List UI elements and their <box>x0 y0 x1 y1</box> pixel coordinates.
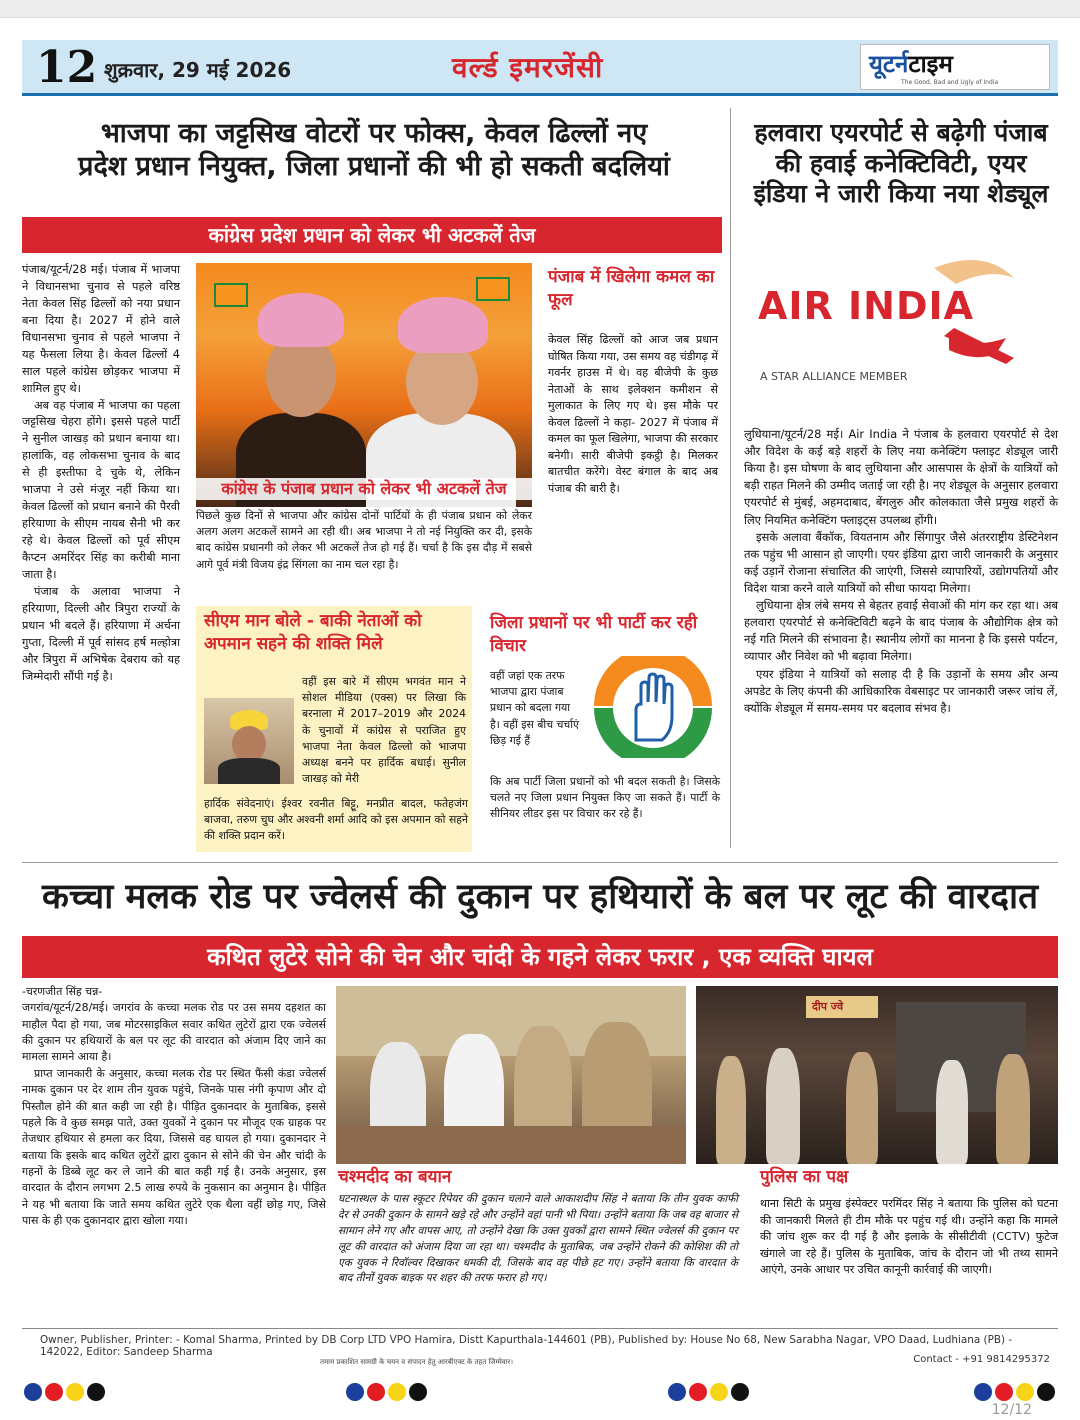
registration-marks <box>668 1383 749 1401</box>
registration-dot-blue <box>346 1383 364 1401</box>
story2-para3: लुधियाना क्षेत्र लंबे समय से बेहतर हवाई सेवाओं की मांग कर रहा था। अब हलवारा एयरपोर्ट से कनेक्टिविटी बढ़ने के बाद पंजाब के औद्योगिक क्षेत्र को नई गति मिलने की संभावना है। स्थानीय लोगों का मानना है कि इससे पर्यटन, व्यापार और निवेश को भी बढ़ावा मिलेगा। <box>744 598 1058 664</box>
page-number: 12 <box>36 42 98 93</box>
footer-contact: Contact - +91 9814295372 <box>913 1354 1050 1365</box>
police-heading: पुलिस का पक्ष <box>760 1167 849 1187</box>
newspaper-logo <box>860 44 1050 90</box>
party-flag-icon <box>476 277 510 301</box>
kamal-heading: पंजाब में खिलेगा कमल का फूल <box>548 267 715 310</box>
congress-hand-icon <box>586 656 720 758</box>
star-alliance-text: A STAR ALLIANCE MEMBER <box>760 370 908 383</box>
logo-second-text: टाइम <box>908 50 953 78</box>
registration-marks <box>24 1383 105 1401</box>
cm-face <box>232 726 266 762</box>
registration-dot-black <box>409 1383 427 1401</box>
district-body-a: वहीं जहां एक तरफ भाजपा द्वारा पंजाब प्रधान को बदला गया है। वहीं इस बीच चर्चाएं छिड़ गई हैं <box>490 669 579 747</box>
police-officer-5 <box>996 1054 1030 1164</box>
story3-byline: -चरणजीत सिंह चन्न- <box>22 985 103 998</box>
story2-para2: इसके अलावा बैंकॉक, वियतनाम और सिंगापुर जैसे अंतरराष्ट्रीय डेस्टिनेशन तक पहुंच भी आसान हो जाएगी। एयर इंडिया द्वारा जारी जानकारी के अनुसार कई उड़ानें रोजाना संचालित की जाएंगी, जिससे व्यापारियों, उद्योगपतियों और विदेश यात्रा करने वाले यात्रियों को सीधा फायदा मिलेगा। <box>744 529 1058 595</box>
registration-dot-red <box>45 1383 63 1401</box>
registration-dot-blue <box>974 1383 992 1401</box>
congress-symbol <box>586 656 720 758</box>
registration-dot-black <box>1037 1383 1055 1401</box>
registration-dot-red <box>689 1383 707 1401</box>
column-divider <box>730 108 731 848</box>
window-top-bar <box>0 0 1080 18</box>
registration-dot-blue <box>24 1383 42 1401</box>
story1-column1 <box>22 262 180 685</box>
footer-imprint: Owner, Publisher, Printer: - Komal Sharma, Printed by DB Corp LTD VPO Hamira, Distt Kapurthala-144601 (PB), Published by: House No 68, New Sarabha Nagar, VPO Daad, Ludhiana (PB) - 142022, Editor: Sandeep Sharma <box>40 1334 1013 1358</box>
story1-photo-caption: कांग्रेस के पंजाब प्रधान को लेकर भी अटकलें तेज <box>196 478 532 500</box>
cm-heading: सीएम मान बोले - बाकी नेताओं को अपमान सहने की शक्ति मिले <box>204 611 422 654</box>
issue-date: शुक्रवार, 29 मई 2026 <box>104 58 292 82</box>
air-india-logo <box>744 238 1058 420</box>
bystander-1 <box>766 1048 800 1164</box>
police-officer-3 <box>716 1056 746 1164</box>
registration-dot-yellow <box>66 1383 84 1401</box>
story2-headline-line1: हलवारा एयरपोर्ट से बढ़ेगी पंजाब <box>754 118 1048 147</box>
story2-headline-line2: की हवाई कनेक्टिविटी, एयर <box>775 148 1027 178</box>
registration-dot-blue <box>668 1383 686 1401</box>
footer-divider <box>22 1328 1058 1329</box>
air-india-emblem-icon <box>744 238 1058 420</box>
cm-body-b: हार्दिक संवेदनाएं। ईश्वर रवनीत बिट्टू, मनप्रीत बादल, फतेहजंग बाजवा, तरुण चुघ और अश्वनी शर्मा आदि को इस अपमान को सहने की शक्ति प्रदान करें। <box>204 797 468 843</box>
registration-dot-red <box>995 1383 1013 1401</box>
jewellery-shop-photo <box>336 986 686 1164</box>
registration-dot-yellow <box>710 1383 728 1401</box>
shop-sign-text: दीप ज्वे <box>812 1000 844 1013</box>
story1-headline-line2: प्रदेश प्रधान नियुक्त, जिला प्रधानों की भी हो सकती बदलियां <box>78 150 670 182</box>
registration-dot-black <box>731 1383 749 1401</box>
story1-para3: पंजाब के अलावा भाजपा ने हरियाणा, दिल्ली और त्रिपुरा राज्यों के प्रधान भी बदले हैं। हरियाणा में अर्चना गुप्ता, दिल्ली में पूर्व सांसद हर्ष मल्होत्रा और त्रिपुरा में अभिषेक देबराय को यह जिम्मेदारी सौंपी गई है। <box>22 584 180 683</box>
story2-body <box>744 426 1058 717</box>
section-divider <box>22 862 1058 863</box>
story3-para2: प्राप्त जानकारी के अनुसार, कच्चा मलक रोड पर स्थित फैंसी कंडा ज्वेलर्स नामक दुकान पर देर शाम तीन युवक पहुंचे, जिनके पास नंगी कृपाण और दो पिस्तौल होने की बात कही जा रही है। पीड़ित दुकानदार के मुताबिक, इससे पहले कि वे कुछ समझ पाते, उक्त युवकों ने दुकान पर मौजूद एक ग्राहक पर तेजधार हथियार से हमला कर दिया, जिससे वह घायल हो गया। दुकानदार ने बताया कि इसके बाद कथित लुटेरों द्वारा दुकान से सोने की चेन और चांदी के गहनों के डिब्बे लूट कर ले जाने की बात कही गई है। उनके अनुसार, इस वारदात के दौरान लगभग 2.5 लाख रुपये के नुकसान का अनुमान है। पीड़ित ने यह भी बताया कि जाते समय कथित लुटेरे एक थैला वहीं छोड़ गए, जिसे पास के ही एक दुकानदार द्वारा खोला गया। <box>22 1066 326 1228</box>
registration-dot-red <box>367 1383 385 1401</box>
story3-red-bar: कथित लुटेरे सोने की चेन और चांदी के गहने लेकर फरार , एक व्यक्ति घायल <box>22 936 1058 978</box>
registration-dot-yellow <box>1016 1383 1034 1401</box>
police-body: थाना सिटी के प्रमुख इंस्पेक्टर परमिंदर सिंह ने बताया कि पुलिस को घटना की जानकारी मिलते ही टीम मौके पर पहुंच गई थी। उन्होंने कहा कि मामले की जांच शुरू कर दी गई है और इलाके के सीसीटीवी (CCTV) फुटेज खंगाले जा रहे हैं। पुलिस के मुताबिक, जांच के दौरान जो भी तथ्य सामने आएंगे, उनके आधार पर उचित कानूनी कार्रवाई की जाएगी। <box>760 1197 1058 1276</box>
registration-dot-black <box>87 1383 105 1401</box>
registration-marks <box>974 1383 1055 1401</box>
kamal-body: केवल सिंह ढिल्लों को आज जब प्रधान घोषित किया गया, उस समय वह चंडीगढ़ में गवर्नर हाउस में थे। वह बीजेपी के कुछ नेताओं के साथ इलेक्शन कमीशन से मुलाकात के लिए गए थे। इस मौके पर केवल ढिल्लों ने कहा- 2027 में पंजाब में कमल का फूल खिलेगा, भाजपा की सरकार बनेगी। सारी बीजेपी इकट्ठी है। मिलकर बातचीत करेंगे। वेस्ट बंगाल के बाद अब पंजाब की बारी है। <box>548 333 718 495</box>
story2-headline <box>744 118 1058 210</box>
cm-body <box>218 758 280 784</box>
cm-body-a: वहीं इस बारे में सीएम भगवंत मान ने सोशल मीडिया (एक्स) पर लिखा कि बरनाला में 2017–2019 और 2024 के चुनावों में कांग्रेस से पराजित हुए भाजपा नेता केवल ढिल्लो को भाजपा अध्यक्ष बनने पर हार्दिक बधाई। सुनील जाखड़ को मेरी <box>302 675 466 786</box>
witness-body: घटनास्थल के पास स्कूटर रिपेयर की दुकान चलाने वाले आकाशदीप सिंह ने बताया कि तीन युवक काफी देर से उनकी दुकान के सामने खड़े रहे और उन्होंने वहां पानी भी पिया। उन्होंने बताया कि जब वह बाजार से सामान लेने गए और वापस आए, तो उन्होंने देखा कि उक्त युवकों द्वारा सामने स्थित ज्वेलर्स की दुकान पर लूट की वारदात को अंजाम दिया जा रहा था। चश्मदीद के मुताबिक, जब उन्होंने रोकने की कोशिश की तो एक युवक ने रिवॉल्वर दिखाकर धमकी दी, जिसके बाद वह पीछे हट गए। उन्होंने बताया कि वारदात के बाद तीनों युवक बाइक पर शहर की तरफ फरार हो गए। <box>338 1193 738 1285</box>
shop-counter <box>336 1126 686 1164</box>
footer-note: तमाम प्रकाशित सामग्री के चयन व संपादन हेतु आरबीएक्ट के तहत जिम्मेवार। <box>320 1358 513 1366</box>
street-crime-scene-photo <box>696 986 1058 1164</box>
cm-photo <box>204 698 294 784</box>
bjp-leaders-photo <box>196 263 532 507</box>
section-title: वर्ल्ड इमरजेंसी <box>452 51 604 84</box>
leader-right-turban <box>398 297 488 353</box>
story1-headline-line1: भाजपा का जट्टसिख वोटरों पर फोक्स, केवल ढिल्लों नए <box>100 118 648 149</box>
shop-signboard <box>806 996 878 1018</box>
logo-tagline: The Good, Bad and Ugly of India <box>901 79 999 86</box>
logo-main-text: यूटर्न <box>869 50 909 78</box>
witness-heading: चश्मदीद का बयान <box>338 1167 452 1187</box>
story3-column1 <box>22 984 326 1229</box>
story2-para4: एयर इंडिया ने यात्रियों को सलाह दी है कि उड़ानों के समय और अन्य अपडेट के लिए कंपनी की आधिकारिक वेबसाइट पर जानकारी जरूर जांच लें, क्योंकि शेड्यूल में समय-समय पर बदलाव संभव है। <box>744 666 1058 715</box>
page-count-indicator: 12/12 <box>991 1402 1032 1418</box>
police-officer-4 <box>846 1052 878 1164</box>
registration-marks <box>346 1383 427 1401</box>
masthead <box>22 40 1058 96</box>
district-heading: जिला प्रधानों पर भी पार्टी कर रही विचार <box>490 613 698 656</box>
registration-dot-yellow <box>388 1383 406 1401</box>
story1-para2: अब वह पंजाब में भाजपा का पहला जट्टसिख चेहरा होंगे। इससे पहले पार्टी ने सुनील जाखड़ को प्रधान बनाया था। हालांकि, वह लोकसभा चुनाव के बाद से ही इस्तीफा दे चुके थे, लेकिन भाजपा ने उसे मंजूर नहीं किया था। केवल ढिल्लों को प्रधान बनाने की पैरवी हरियाणा के सीएम नायब सैनी भी कर रहे थे। केवल ढिल्लों को पूर्व सीएम कैप्टन अमरिंदर सिंह का करीबी माना जाता है। <box>22 398 180 581</box>
story1-headline <box>24 118 724 184</box>
leader-left-turban <box>258 293 344 347</box>
party-flag-icon <box>214 283 248 307</box>
story1-red-bar: कांग्रेस प्रदेश प्रधान को लेकर भी अटकलें तेज <box>22 217 722 253</box>
story2-para1: लुधियाना/यूटर्न/28 मई। Air India ने पंजाब के हलवारा एयरपोर्ट से देश और विदेश के कई बड़े शहरों के लिए नया कनेक्टिंग फ्लाइट शेड्यूल जारी किया है। इस घोषणा के बाद लुधियाना और आसपास के क्षेत्रों के यात्रियों को बड़ी राहत मिलने की उम्मीद जताई जा रही है। नए शेड्यूल के अनुसार हलवारा एयरपोर्ट से मुंबई, अहमदाबाद, बेंगलुरु और कोलकाता जैसे प्रमुख शहरों के लिए नियमित कनेक्टिंग फ्लाइट्स उपलब्ध होंगी। <box>744 427 1058 527</box>
air-india-wordmark: AIR INDIA <box>758 284 975 328</box>
story2-headline-line3: इंडिया ने जारी किया नया शेड्यूल <box>753 179 1049 208</box>
story1-caption-body: पिछले कुछ दिनों से भाजपा और कांग्रेस दोनों पार्टियों के ही पंजाब प्रधान को लेकर अलग अलग अटकलें सामने आ रही थी। अब भाजपा ने तो नई नियुक्ति कर दी, इसके बाद कांग्रेस प्रधानगी को लेकर भी अटकलें तेज हो गई हैं। चर्चा है कि इस दौड़ में सबसे आगे पूर्व मंत्री विजय इंद्र सिंगला का नाम चल रहा है। <box>196 509 532 571</box>
district-body-b: कि अब पार्टी जिला प्रधानों को भी बदल सकती है। जिसके चलते नए जिला प्रधान नियुक्त किए जा सकते हैं। पार्टी के सीनियर लीडर इस पर विचार कर रहे हैं। <box>490 775 720 821</box>
bystander-2 <box>936 1060 968 1164</box>
story1-para1: पंजाब/यूटर्न/28 मई। पंजाब में भाजपा ने विधानसभा चुनाव से पहले वरिष्ठ नेता केवल सिंह ढिल्लों को नया प्रधान बना दिया है। 2027 में होने वाले विधानसभा चुनाव से पहले भाजपा ने यह फैसला लिया है। केवल ढिल्लों 4 साल पहले कांग्रेस छोड़कर भाजपा में शामिल हुए थे। <box>22 263 180 395</box>
story3-para1: जगरांव/यूटर्न/28/मई। जगरांव के कच्चा मलक रोड पर उस समय दहशत का माहौल पैदा हो गया, जब मोटरसाइकिल सवार कथित लुटेरों द्वारा एक ज्वेलर्स की दुकान पर हथियारों के बल पर लूट की वारदात को अंजाम दिए जाने का मामला सामने आया है। <box>22 1001 326 1064</box>
story3-headline: कच्चा मलक रोड पर ज्वेलर्स की दुकान पर हथियारों के बल पर लूट की वारदात <box>41 877 1039 917</box>
